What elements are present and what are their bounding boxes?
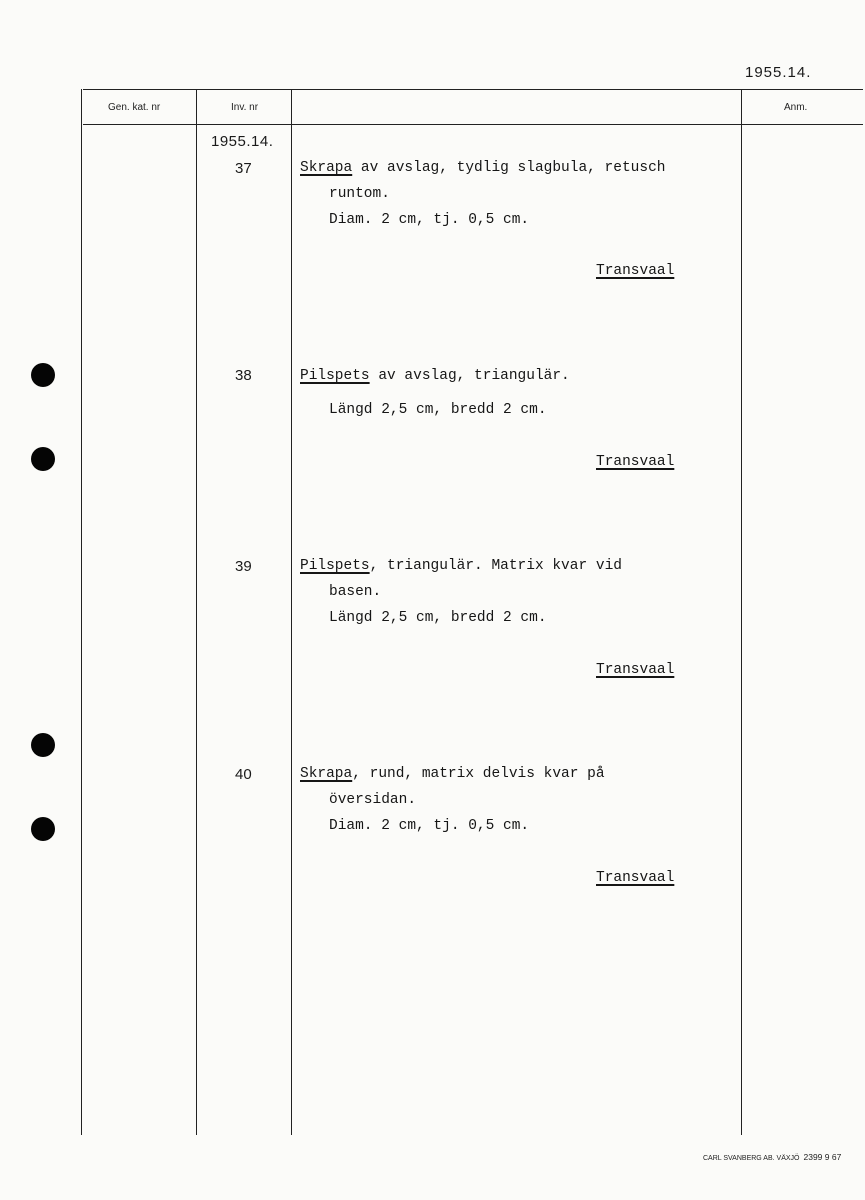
punch-hole (31, 447, 55, 471)
description-first-line (300, 160, 665, 176)
table-top-rule (83, 89, 863, 90)
inv-number: 37 (235, 160, 252, 177)
object-term: Skrapa (300, 766, 353, 782)
description-text: av avslag, triangulär. (369, 368, 570, 384)
measurement-line: Längd 2,5 cm, bredd 2 cm. (329, 610, 547, 626)
inv-nr-header: Inv. nr (231, 102, 259, 113)
description-line: runtom. (329, 186, 390, 202)
locality: Transvaal (596, 870, 675, 886)
inv-number: 40 (235, 766, 252, 783)
punch-hole (31, 363, 55, 387)
table-left-rule (81, 89, 82, 1135)
inv-number: 39 (235, 558, 252, 575)
object-term: Pilspets (300, 558, 370, 574)
measurement-line: Längd 2,5 cm, bredd 2 cm. (329, 402, 547, 418)
description-text: av avslag, tydlig slagbula, retusch (352, 160, 666, 176)
punch-hole (31, 817, 55, 841)
series-label: 1955.14. (211, 133, 274, 150)
measurement-line: Diam. 2 cm, tj. 0,5 cm. (329, 818, 530, 834)
gen-kat-divider (196, 89, 197, 1135)
punch-hole (31, 733, 55, 757)
description-first-line (300, 558, 622, 574)
header-bottom-rule (83, 124, 863, 125)
anm-header: Anm. (784, 102, 808, 113)
description-first-line (300, 766, 605, 782)
form-code: 2399 9 67 (803, 1152, 842, 1162)
page-number: 1955.14. (745, 64, 812, 81)
locality: Transvaal (596, 454, 675, 470)
description-text: , rund, matrix delvis kvar på (352, 766, 605, 782)
description-first-line (300, 368, 570, 384)
measurement-line: Diam. 2 cm, tj. 0,5 cm. (329, 212, 530, 228)
description-line: översidan. (329, 792, 417, 808)
object-term: Skrapa (300, 160, 353, 176)
object-term: Pilspets (300, 368, 370, 384)
description-text: , triangulär. Matrix kvar vid (369, 558, 622, 574)
locality: Transvaal (596, 263, 675, 279)
gen-kat-nr-header: Gen. kat. nr (108, 102, 161, 113)
printer-imprint (703, 1152, 841, 1162)
inv-number: 38 (235, 367, 252, 384)
locality: Transvaal (596, 662, 675, 678)
description-line: basen. (329, 584, 382, 600)
anm-divider (741, 89, 742, 1135)
printer-name: CARL SVANBERG AB. VÄXJÖ (703, 1155, 800, 1162)
inv-nr-divider (291, 89, 292, 1135)
